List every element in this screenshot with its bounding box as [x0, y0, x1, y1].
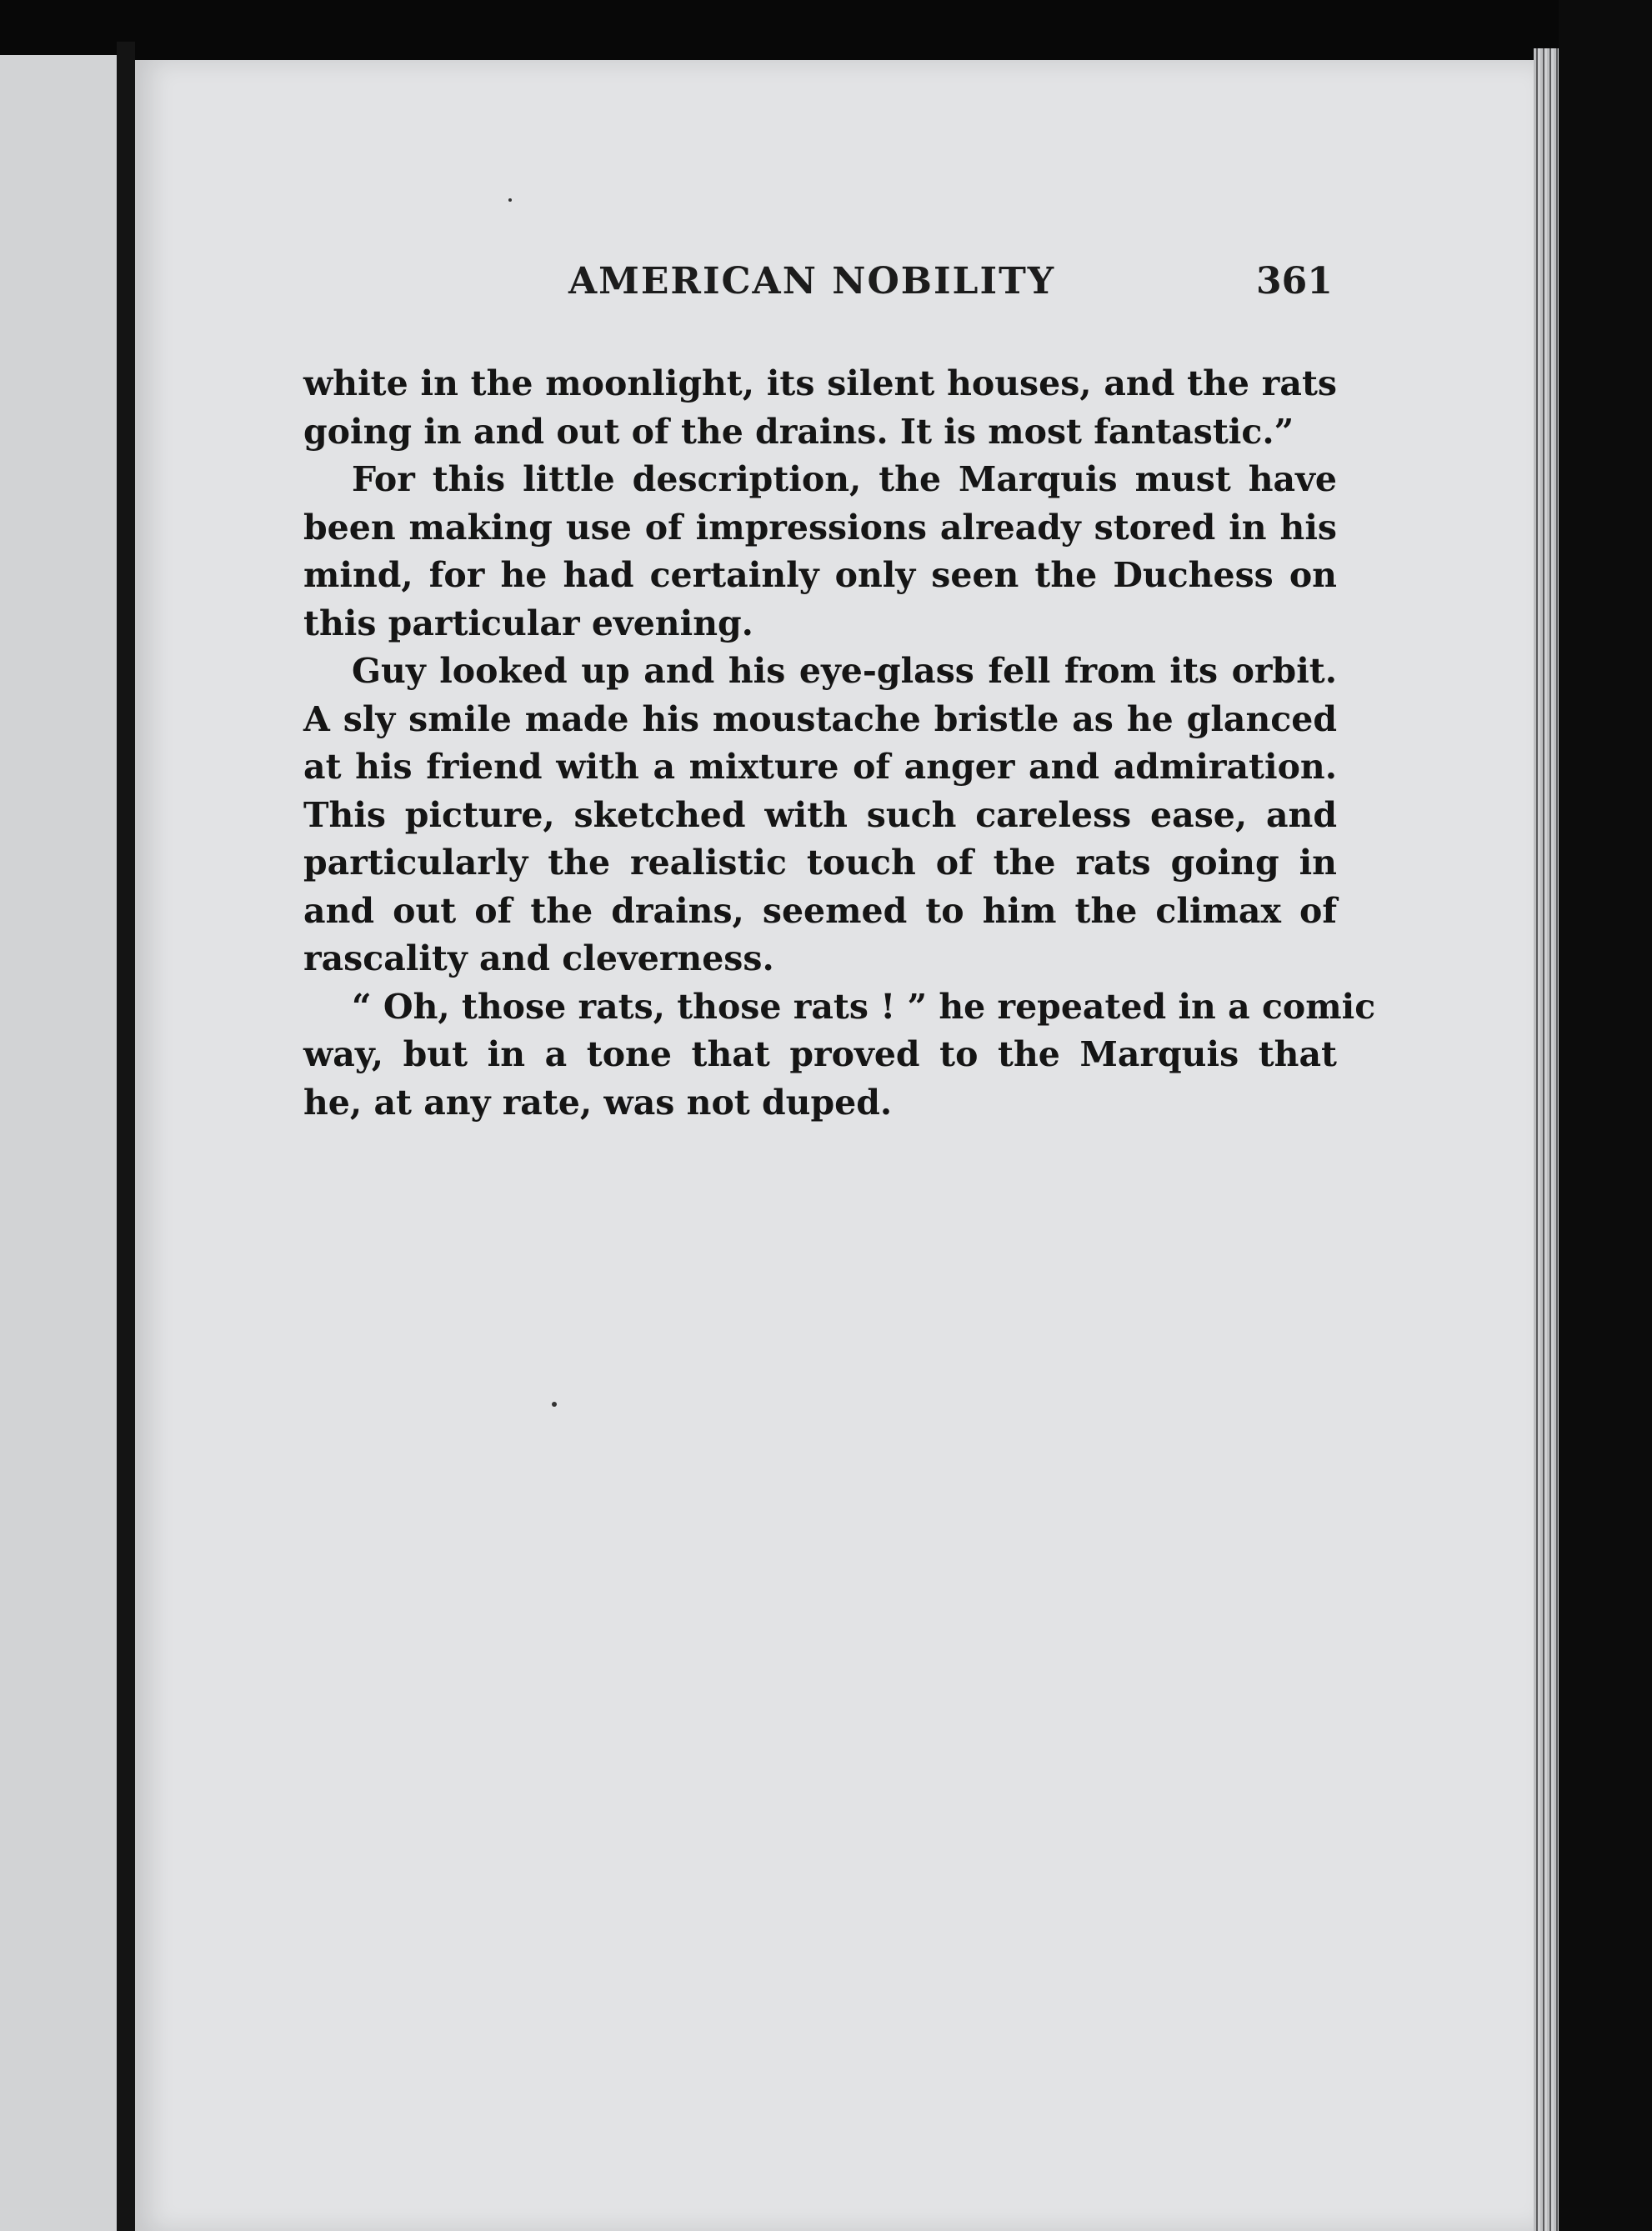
text-line: this particular evening.	[303, 603, 753, 643]
text-line: white in the moonlight, its silent houses, and the rats	[303, 363, 1337, 403]
running-title: AMERICAN NOBILITY	[568, 260, 1056, 303]
book-page	[135, 60, 1534, 2231]
text-line: he, at any rate, was not duped.	[303, 1082, 893, 1123]
running-head	[135, 260, 1534, 318]
text-line: rascality and cleverness.	[303, 938, 774, 978]
text-line: A sly smile made his moustache bristle as he glanced	[303, 698, 1337, 739]
scan-speck	[508, 198, 512, 202]
facing-page-edge	[0, 55, 117, 2231]
text-line: going in and out of the drains. It is most fantastic.”	[303, 411, 1294, 452]
scan-speck	[552, 1402, 557, 1407]
text-line: way, but in a tone that proved to the Marquis that	[303, 1034, 1337, 1074]
text-line: This picture, sketched with such careless ease, and	[303, 794, 1337, 835]
text-line: Guy looked up and his eye-glass fell from its orbit.	[352, 651, 1337, 691]
scan-background	[1559, 0, 1652, 2231]
text-line: been making use of impressions already stored in his	[303, 507, 1337, 548]
text-line: “ Oh, those rats, those rats ! ” he repeated in a comic	[352, 986, 1376, 1027]
page-number: 361	[1256, 260, 1333, 303]
text-line: mind, for he had certainly only seen the Duchess on	[303, 555, 1337, 595]
text-line: at his friend with a mixture of anger and admiration.	[303, 747, 1337, 787]
text-line: For this little description, the Marquis must have	[352, 459, 1337, 499]
text-line: particularly the realistic touch of the rats going in	[303, 843, 1337, 883]
book-gutter	[117, 42, 135, 2231]
page-edges	[1534, 48, 1559, 2231]
body-text	[303, 360, 1376, 1127]
text-line: and out of the drains, seemed to him the climax of	[303, 890, 1337, 931]
